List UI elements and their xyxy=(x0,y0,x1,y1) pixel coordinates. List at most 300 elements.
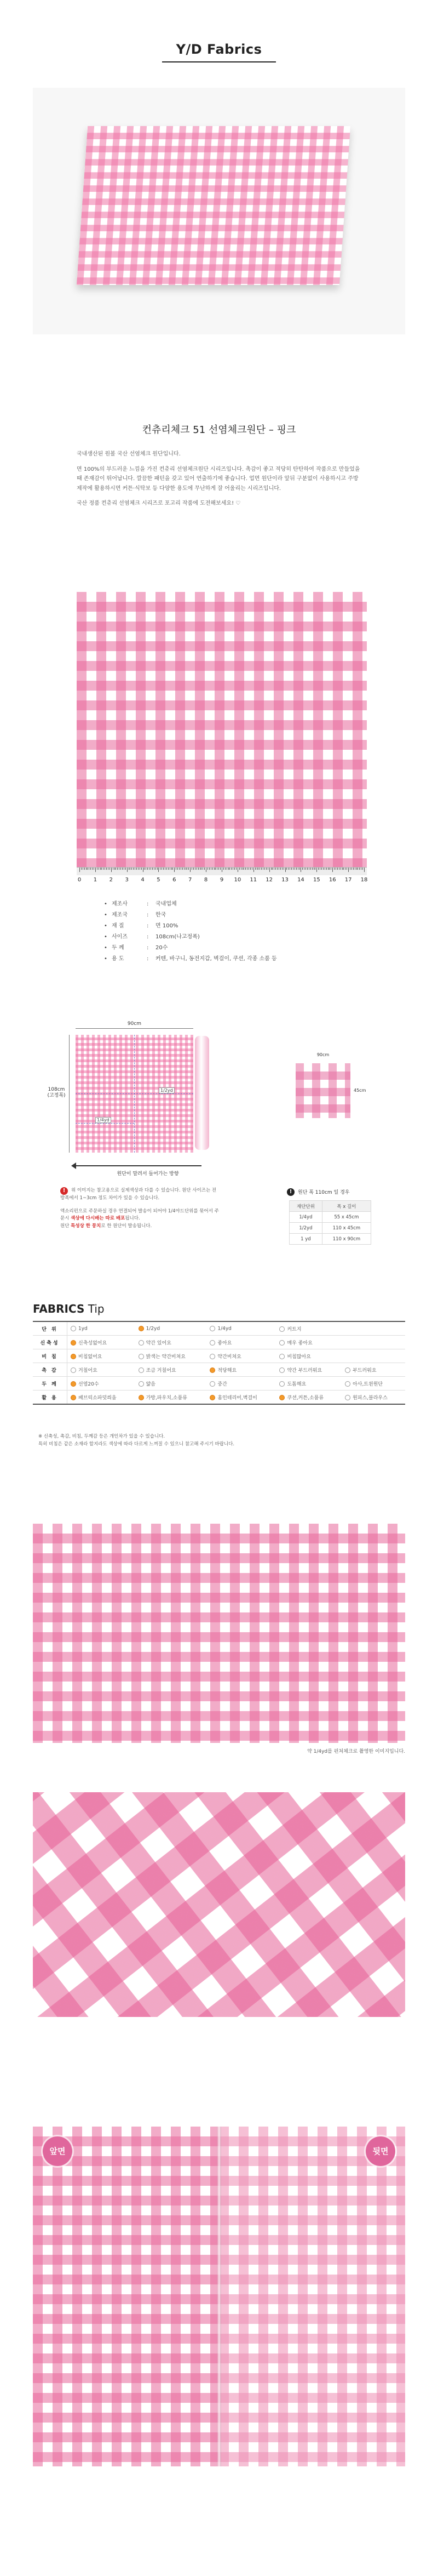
selected-radio-icon xyxy=(71,1354,76,1359)
tip-row-label: 두 께 xyxy=(33,1377,67,1390)
ruler-label: 3 xyxy=(125,877,129,883)
spec-row: • 재 질 : 면 100% xyxy=(104,921,334,932)
tip-option-label: 아사,트윈원단 xyxy=(353,1381,383,1387)
tip-option-label: 부드러워요 xyxy=(353,1367,377,1374)
brand-title: Y/D Fabrics xyxy=(176,42,262,57)
ruler-tick xyxy=(136,868,137,870)
ruler-tick xyxy=(288,868,289,870)
tip-option-cell xyxy=(206,1363,276,1377)
ruler-label: 2 xyxy=(109,877,113,883)
ruler-label: 7 xyxy=(188,877,192,883)
radio-icon xyxy=(139,1340,144,1346)
ruler-tick xyxy=(133,868,134,870)
ruler-tick xyxy=(269,868,270,872)
tip-option-label: 중간 xyxy=(217,1381,227,1387)
product-title: 컨츄리체크 51 선염체크원단 – 핑크 xyxy=(142,424,296,436)
alert-icon: ! xyxy=(287,1188,295,1196)
fabric-fold xyxy=(217,2127,221,2466)
small-swatch-height: 45cm xyxy=(354,1088,366,1093)
table-cell: 55 x 45cm xyxy=(322,1212,371,1223)
notice-text: 액소리펀으로 주문하실 경우 연결되어 발송이 되어야 1/4야드단위를 묶어서 주문시 xyxy=(60,1208,219,1222)
selected-radio-icon xyxy=(139,1395,144,1400)
half-yard-tag: 1/2yd xyxy=(159,1087,175,1093)
ruler-tick xyxy=(155,868,156,870)
tip-option-label: 도톰해요 xyxy=(287,1381,307,1387)
ruler-tick xyxy=(362,868,363,870)
ruler-tick xyxy=(188,868,189,870)
ruler-tick xyxy=(184,868,185,870)
quarter-yard-tag: 1/4yd xyxy=(95,1117,111,1123)
notice-highlight: 색상에 다시배는 따로 배포 xyxy=(71,1216,125,1222)
ruler-tick xyxy=(318,868,319,870)
ruler-tick xyxy=(348,868,349,872)
tip-option-label: 가방,파우치,소품류 xyxy=(146,1395,187,1401)
tip-title-bold: FABRICS xyxy=(33,1302,85,1315)
ruler-tick xyxy=(127,868,128,872)
ruler-tick xyxy=(329,868,330,870)
ruler-tick xyxy=(171,868,172,870)
tip-row xyxy=(33,1349,405,1363)
tip-option-label: 약간비쳐요 xyxy=(217,1354,241,1360)
ruler-tick xyxy=(253,868,254,872)
back-badge: 뒷면 xyxy=(366,2136,395,2166)
radio-icon xyxy=(139,1381,144,1387)
back-side-fabric xyxy=(219,2127,405,2466)
tip-option-cell xyxy=(206,1390,276,1405)
diagram-fabric xyxy=(76,1035,193,1153)
ruler-label: 4 xyxy=(141,877,145,883)
radio-icon xyxy=(279,1340,285,1346)
ruler-tick xyxy=(92,868,93,870)
tip-option-label: 얇음 xyxy=(146,1381,155,1387)
ruler-tick xyxy=(131,868,132,870)
ruler-tick xyxy=(255,868,256,870)
notice-highlight: 특성상 한 뭉치 xyxy=(71,1223,101,1229)
tip-option-cell xyxy=(342,1336,405,1349)
front-side-fabric xyxy=(33,2127,219,2466)
tip-option-cell xyxy=(67,1336,135,1349)
table-cell: 110 x 90cm xyxy=(322,1234,371,1245)
spec-row: • 두 께 : 20수 xyxy=(104,943,334,954)
ruler-tick xyxy=(168,868,169,870)
ruler-tick xyxy=(106,868,107,870)
tip-option-cell xyxy=(342,1349,405,1363)
notice-text: 원단 xyxy=(60,1223,70,1229)
radio-icon xyxy=(71,1367,76,1373)
spec-label: 재 질 xyxy=(112,923,124,929)
table-header: 재단단위 xyxy=(290,1201,322,1212)
tip-row-label: 활 용 xyxy=(33,1390,67,1405)
ruler-tick xyxy=(95,868,96,872)
tip-row-label: 비 침 xyxy=(33,1349,67,1363)
ruler-tick xyxy=(81,868,82,870)
ruler-tick xyxy=(225,868,226,870)
tip-option-label: 비침많아요 xyxy=(287,1354,311,1360)
radio-icon xyxy=(279,1354,285,1359)
front-badge: 앞면 xyxy=(43,2136,72,2166)
spec-row: • 사이즈 : 108cm(나고정폭) xyxy=(104,932,334,943)
ruler-tick xyxy=(141,868,142,870)
ruler-tick xyxy=(326,868,327,870)
tip-option-label: 조금 거칠어요 xyxy=(146,1367,176,1374)
tip-disclaimer: ※ 신축성, 촉감, 비침, 두께감 등은 개인차가 있을 수 있습니다. 특히 비침은 같은 소재라 할지라도 색상에 따라 다르게 느껴질 수 있으니 참고해 주시기 바랍니다. xyxy=(38,1434,235,1447)
ruler-tick xyxy=(177,868,178,870)
ruler-tick xyxy=(86,868,87,870)
selected-radio-icon xyxy=(71,1395,76,1400)
ruler-tick xyxy=(359,868,360,870)
ruler-tick xyxy=(220,868,221,870)
tip-option-cell xyxy=(206,1321,276,1336)
tip-option-label: 매우 좋아요 xyxy=(287,1340,313,1346)
intro-paragraph: 국내생산된 원볼 국산 선염체크 원단입니다. xyxy=(77,451,181,457)
ruler-tick xyxy=(275,868,276,870)
ruler-tick xyxy=(87,868,88,870)
ruler-label: 0 xyxy=(77,877,82,883)
tip-option-cell xyxy=(135,1321,207,1336)
ruler-tick xyxy=(266,868,267,870)
tip-option-cell xyxy=(342,1390,405,1405)
selected-radio-icon xyxy=(71,1381,76,1387)
ruler-tick xyxy=(158,868,159,872)
radio-icon xyxy=(210,1381,215,1387)
fabrics-tip-table xyxy=(33,1321,405,1405)
tip-row xyxy=(33,1321,405,1336)
radio-icon xyxy=(345,1367,350,1373)
radio-icon xyxy=(139,1354,144,1359)
ruler-tick xyxy=(84,868,85,870)
spec-row: • 제조사 : 국내업체 xyxy=(104,899,334,910)
ruler-tick xyxy=(236,868,237,870)
ruler-label: 18 xyxy=(360,877,368,883)
ruler-tick xyxy=(204,868,205,870)
tip-option-cell xyxy=(67,1321,135,1336)
photo-caption: 약 1/4yd를 펀쳐체크로 촬영한 이미지입니다. xyxy=(307,1749,405,1754)
ruler-tick xyxy=(239,868,240,870)
selected-radio-icon xyxy=(210,1395,215,1400)
ruler-tick xyxy=(138,868,139,870)
ruler-label: 6 xyxy=(172,877,176,883)
tip-option-cell xyxy=(276,1336,342,1349)
ruler-label: 11 xyxy=(250,877,257,883)
notice-text: 위 이미지는 참고용으로 실제색상과 다를 수 있습니다. 원단 사이즈는 전방폭에서 1~3cm 정도 차이가 있을 수 있습니다. xyxy=(60,1188,217,1201)
ruler-tick xyxy=(209,868,210,870)
ruler-tick xyxy=(353,868,354,870)
tip-row xyxy=(33,1377,405,1390)
tip-option-cell xyxy=(135,1377,207,1390)
brand-underline xyxy=(162,61,276,62)
radio-icon xyxy=(139,1367,144,1373)
spec-row: • 용 도 : 커텐, 바구니, 동전지갑, 벽걸이, 쿠션, 각종 소품 등 xyxy=(104,954,334,965)
ruler-tick xyxy=(79,868,80,872)
fabrics-tip-title xyxy=(33,1302,105,1315)
notice-block xyxy=(60,1187,219,1235)
ruler-tick xyxy=(302,868,303,870)
tip-option-cell xyxy=(67,1390,135,1405)
ruler-label: 13 xyxy=(281,877,289,883)
selected-radio-icon xyxy=(210,1367,215,1373)
ruler-label: 10 xyxy=(234,877,241,883)
ruler-tick xyxy=(198,868,199,870)
tip-row-label: 신축성 xyxy=(33,1336,67,1349)
spec-label: 제조국 xyxy=(112,912,128,918)
selected-radio-icon xyxy=(279,1395,285,1400)
ruler-tick xyxy=(214,868,215,870)
ruler-tick xyxy=(157,868,158,870)
spec-value: 108cm(나고정폭) xyxy=(155,934,200,940)
tip-option-label: 1yd xyxy=(78,1326,88,1332)
table-row xyxy=(290,1234,371,1245)
ruler-tick xyxy=(231,868,232,870)
table-cell: 1 yd xyxy=(290,1234,322,1245)
ruler-tick xyxy=(312,868,313,870)
tip-option-cell xyxy=(135,1349,207,1363)
ruler-tick xyxy=(291,868,292,870)
radio-icon xyxy=(279,1326,285,1332)
tip-option-cell xyxy=(67,1363,135,1377)
fabric-flat-photo xyxy=(33,1524,405,1743)
fabric-closeup-pattern xyxy=(33,1792,405,2017)
tip-option-cell xyxy=(276,1363,342,1377)
ruler-tick xyxy=(261,868,262,870)
selected-radio-icon xyxy=(139,1326,144,1331)
tip-option-label: 패브릭소파덧씌움 xyxy=(78,1395,117,1401)
ruler-tick xyxy=(114,868,115,870)
ruler-label: 8 xyxy=(204,877,208,883)
tip-option-label: 선염20수 xyxy=(78,1381,99,1387)
ruler-tick xyxy=(172,868,173,870)
ruler-label: 17 xyxy=(344,877,352,883)
ruler-tick xyxy=(179,868,180,870)
ruler-tick xyxy=(111,868,112,872)
table-cell: 1/4yd xyxy=(290,1212,322,1223)
spec-label: 제조사 xyxy=(112,901,128,907)
table-cell: 110 x 45cm xyxy=(322,1223,371,1234)
ruler-tick xyxy=(100,868,101,870)
selected-radio-icon xyxy=(71,1340,76,1346)
notice-paragraph xyxy=(60,1208,219,1230)
cut-size-table xyxy=(289,1200,371,1245)
ruler-tick xyxy=(342,868,343,870)
spec-label: 사이즈 xyxy=(112,934,128,940)
tip-option-label: 좋아요 xyxy=(217,1340,232,1346)
ruler-tick xyxy=(332,868,333,872)
ruler-label: 5 xyxy=(157,877,160,883)
radio-icon xyxy=(210,1326,215,1331)
measuring-ruler xyxy=(77,867,367,875)
tip-row-label: 단 위 xyxy=(33,1321,67,1336)
diagram-width-line xyxy=(76,1028,193,1029)
tip-row xyxy=(33,1336,405,1349)
tip-option-cell xyxy=(342,1377,405,1390)
tip-option-label: 약간 부드러워요 xyxy=(287,1367,322,1374)
spec-value: 국내업체 xyxy=(155,901,177,907)
intro-paragraph: 국산 정품 컨츄리 선염체크 시리즈로 포고리 작품에 도전해보세요! ♡ xyxy=(77,500,241,506)
fabric-swatch-image xyxy=(77,592,367,867)
ruler-tick xyxy=(228,868,229,870)
ruler-label: 12 xyxy=(266,877,273,883)
spec-label: 두 께 xyxy=(112,945,124,951)
fabric-closeup-photo xyxy=(33,1792,405,2017)
tip-row-label: 촉 감 xyxy=(33,1363,67,1377)
table-row xyxy=(290,1212,371,1223)
radio-icon xyxy=(210,1354,215,1359)
tip-option-cell xyxy=(342,1363,405,1377)
ruler-tick xyxy=(272,868,273,870)
intro-paragraph: 면 100%의 부드러운 느낌을 가진 컨츄리 선염체크원단 시리즈입니다. 촉감이 좋고 적당히 탄탄하여 작품으로 만들었을 때 존재감이 뛰어납니다. 깔끔한 패턴을 갖고 있어 연출하기에 좋습니다. 업면 원단이라 앞뒤 구분없이 사용하시고 주방 제작에 활용하시면 커튼·식탁보 등 다양한 용도에 무난하게 잘 어울리는 시리즈입니다. xyxy=(77,466,360,492)
spec-value: 20수 xyxy=(155,945,168,951)
notice-text: 로 한 원단이 발송됩니다. xyxy=(101,1223,152,1229)
ruler-tick xyxy=(264,868,265,870)
tip-option-label: 1/4yd xyxy=(217,1326,232,1332)
ruler-tick xyxy=(193,868,194,870)
ruler-tick xyxy=(364,868,365,872)
roll-direction-arrow xyxy=(76,1165,201,1166)
ruler-tick xyxy=(166,868,167,870)
ruler-tick xyxy=(282,868,283,870)
table-row xyxy=(290,1223,371,1234)
ruler-tick xyxy=(356,868,357,870)
ruler-tick xyxy=(182,868,183,870)
ruler-tick xyxy=(212,868,213,870)
tip-option-label: 원피스,블라우스 xyxy=(353,1395,388,1401)
radio-icon xyxy=(71,1326,76,1331)
tip-option-label: 신축성없어요 xyxy=(78,1340,107,1346)
tip-option-label: 커트지 xyxy=(287,1326,302,1332)
tip-option-cell xyxy=(206,1377,276,1390)
spec-value: 면 100% xyxy=(155,923,178,929)
tip-option-label: 홈인테리어,벽걸이 xyxy=(217,1395,257,1401)
tip-option-label: 약간 있어요 xyxy=(146,1340,171,1346)
tip-option-cell xyxy=(206,1336,276,1349)
ruler-label: 16 xyxy=(328,877,336,883)
tip-option-cell xyxy=(135,1390,207,1405)
spec-value: 커텐, 바구니, 동전지갑, 벽걸이, 쿠션, 각종 소품 등 xyxy=(155,956,277,962)
ruler-tick xyxy=(334,868,335,870)
ruler-tick xyxy=(323,868,324,870)
diagram-width-label: 90cm xyxy=(127,1021,142,1027)
ruler-tick xyxy=(174,868,175,872)
table-header-row xyxy=(290,1201,371,1212)
table-cell: 1/2yd xyxy=(290,1223,322,1234)
ruler-tick xyxy=(299,868,300,870)
tip-option-cell xyxy=(276,1390,342,1405)
tip-option-cell xyxy=(276,1321,342,1336)
ruler-tick xyxy=(229,868,230,870)
tip-option-cell xyxy=(206,1349,276,1363)
ruler-tick xyxy=(250,868,251,870)
radio-icon xyxy=(345,1395,350,1400)
spec-value: 한국 xyxy=(155,912,166,918)
cut-line xyxy=(76,1093,193,1094)
radio-icon xyxy=(279,1381,285,1387)
ruler-label: 15 xyxy=(313,877,320,883)
tip-option-cell xyxy=(276,1377,342,1390)
tip-option-cell xyxy=(276,1349,342,1363)
ruler-tick xyxy=(310,868,311,870)
small-swatch-image xyxy=(296,1063,350,1118)
notice-text: 됩니다. xyxy=(125,1216,140,1222)
ruler-label: 9 xyxy=(220,877,224,883)
small-swatch-width: 90cm xyxy=(316,1052,330,1057)
alert-icon: ! xyxy=(60,1187,68,1195)
diagram-height-text: 108cm (고정폭) xyxy=(47,1087,66,1098)
tip-option-label: 1/2yd xyxy=(146,1326,160,1332)
cut-size-heading xyxy=(287,1188,350,1196)
tip-option-label: 거칠어요 xyxy=(78,1367,97,1374)
ruler-tick xyxy=(125,868,126,870)
cut-line xyxy=(76,1123,134,1124)
ruler-tick xyxy=(223,868,224,870)
ruler-tick xyxy=(147,868,148,870)
page-header xyxy=(0,0,438,77)
tip-option-cell xyxy=(135,1363,207,1377)
ruler-tick xyxy=(190,868,191,872)
ruler-tick xyxy=(245,868,246,870)
ruler-tick xyxy=(285,868,286,872)
fabric-roll xyxy=(195,1036,209,1150)
radio-icon xyxy=(210,1340,215,1346)
ruler-tick xyxy=(351,868,352,870)
diagram-height-label xyxy=(45,1087,68,1099)
ruler-tick xyxy=(337,868,338,870)
product-intro xyxy=(77,449,361,514)
tip-option-label: 적당해요 xyxy=(217,1367,237,1374)
tip-row xyxy=(33,1363,405,1377)
tip-option-cell xyxy=(67,1349,135,1363)
ruler-tick xyxy=(218,868,219,870)
radio-icon xyxy=(279,1367,285,1373)
ruler-tick xyxy=(277,868,278,870)
tip-option-label: 쿠션,커튼,소품류 xyxy=(287,1395,324,1401)
spec-label: 용 도 xyxy=(112,956,124,962)
ruler-tick xyxy=(144,868,145,870)
tip-option-cell xyxy=(342,1321,405,1336)
diagram-height-line xyxy=(69,1035,70,1153)
ruler-tick xyxy=(101,868,102,870)
tip-option-label: 밝색는 약간비쳐요 xyxy=(146,1354,186,1360)
tip-option-label: 비침없어요 xyxy=(78,1354,102,1360)
ruler-tick xyxy=(316,868,317,872)
ruler-tick xyxy=(280,868,281,870)
table-header: 폭 x 길이 xyxy=(322,1201,371,1212)
ruler-tick xyxy=(152,868,153,870)
roll-direction-label: 원단이 말려서 들어가는 방향 xyxy=(117,1171,179,1177)
radio-icon xyxy=(345,1381,350,1387)
tip-title-light: Tip xyxy=(84,1302,105,1315)
spec-list xyxy=(104,899,334,965)
ruler-tick xyxy=(343,868,344,870)
ruler-tick xyxy=(163,868,164,870)
ruler-tick xyxy=(215,868,216,870)
ruler-tick xyxy=(234,868,235,870)
tip-option-cell xyxy=(67,1377,135,1390)
tip-row xyxy=(33,1390,405,1405)
ruler-tick xyxy=(271,868,272,870)
ruler-tick xyxy=(307,868,308,870)
ruler-tick xyxy=(122,868,123,870)
ruler-tick xyxy=(120,868,121,870)
ruler-tick xyxy=(286,868,287,870)
cut-size-heading-text: 원단 폭 110cm 일 경우 xyxy=(298,1190,350,1195)
front-back-photo xyxy=(33,2127,405,2466)
ruler-label: 14 xyxy=(297,877,304,883)
tip-option-cell xyxy=(135,1336,207,1349)
hero-fabric-image xyxy=(77,126,350,285)
spec-row: • 제조국 : 한국 xyxy=(104,910,334,921)
ruler-tick xyxy=(296,868,297,870)
notice-paragraph xyxy=(60,1187,219,1202)
ruler-label: 1 xyxy=(93,877,97,883)
